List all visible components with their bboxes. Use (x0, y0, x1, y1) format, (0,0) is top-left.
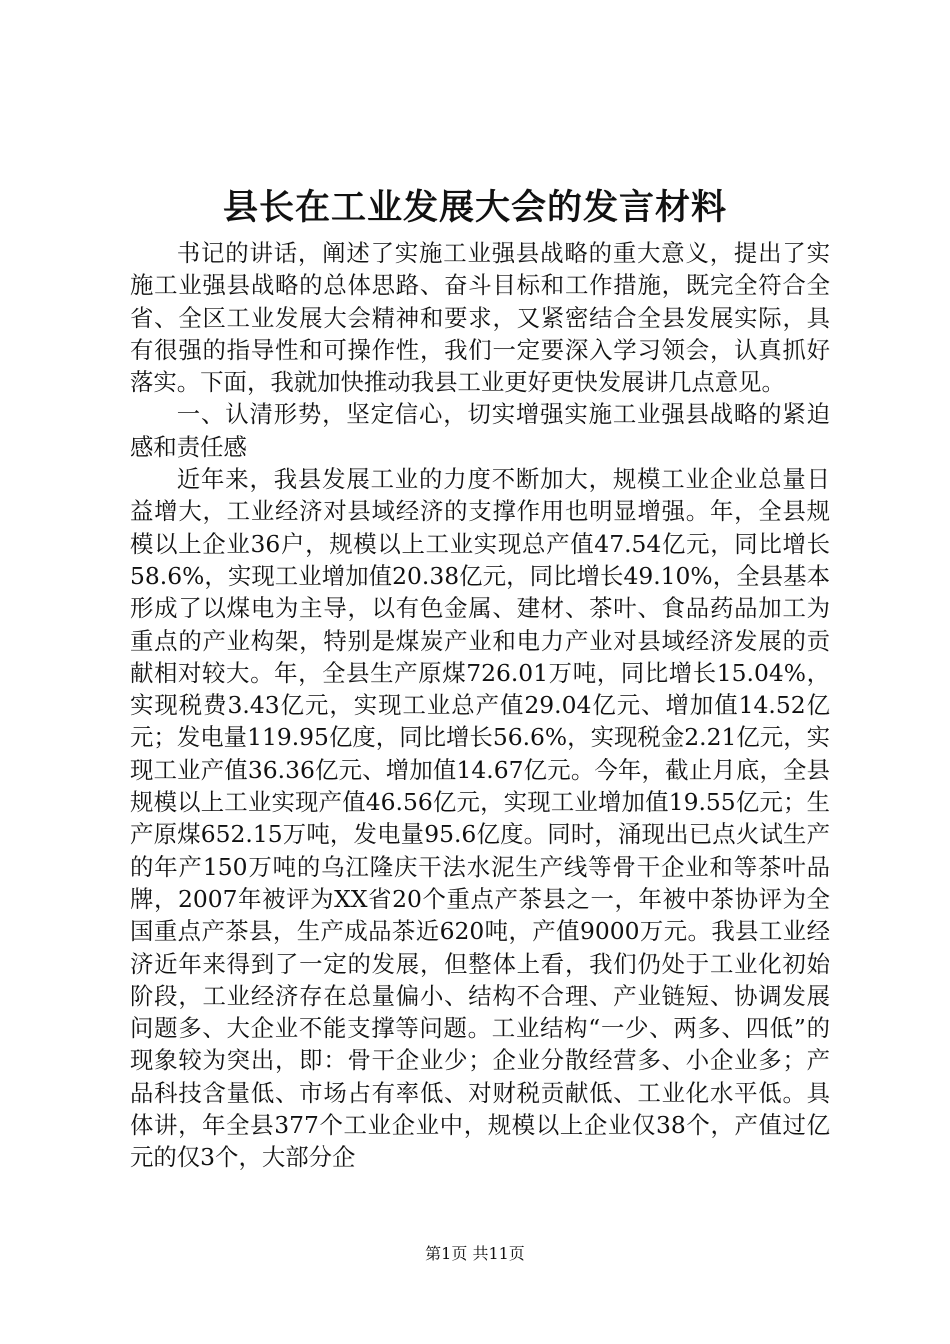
paragraph: 近年来，我县发展工业的力度不断加大，规模工业企业总量日益增大，工业经济对县域经济的支撑作用也明显增强。年，全县规模以上企业36户，规模以上工业实现总产值47.54亿元，同比增长58.6%，实现工业增加值20.38亿元，同比增长49.10%，全县基本形成了以煤电为主导，以有色金属、建材、茶叶、食品药品加工为重点的产业构架，特别是煤炭产业和电力产业对县域经济发展的贡献相对较大。年，全县生产原煤726.01万吨，同比增长15.04%，实现税费3.43亿元，实现工业总产值29.04亿元、增加值14.52亿元；发电量119.95亿度，同比增长56.6%，实现税金2.21亿元，实现工业产值36.36亿元、增加值14.67亿元。今年，截止月底，全县规模以上工业实现产值46.56亿元，实现工业增加值19.55亿元；生产原煤652.15万吨，发电量95.6亿度。同时，涌现出已点火试生产的年产150万吨的乌江隆庆干法水泥生产线等骨干企业和等茶叶品牌，2007年被评为XX省20个重点产茶县之一，年被中茶协评为全国重点产茶县，生产成品茶近620吨，产值9000万元。我县工业经济近年来得到了一定的发展，但整体上看，我们仍处于工业化初始阶段，工业经济存在总量偏小、结构不合理、产业链短、协调发展问题多、大企业不能支撑等问题。工业结构“一少、两多、四低”的现象较为突出，即：骨干企业少；企业分散经营多、小企业多；产品科技含量低、市场占有率低、对财税贡献低、工业化水平低。具体讲，年全县377个工业企业中，规模以上企业仅38个，产值过亿元的仅3个，大部分企 (130, 465, 830, 1172)
section-heading: 一、认清形势，坚定信心，切实增强实施工业强县战略的紧迫感和责任感 (130, 400, 830, 461)
document-body (130, 237, 830, 1174)
document-title: 县长在工业发展大会的发言材料 (222, 187, 727, 228)
page-number: 第1页 共11页 (425, 1244, 525, 1263)
paragraph: 书记的讲话，阐述了实施工业强县战略的重大意义，提出了实施工业强县战略的总体思路、奋斗目标和工作措施，既完全符合全省、全区工业发展大会精神和要求，又紧密结合全县发展实际，具有很强的指导性和可操作性，我们一定要深入学习领会，认真抓好落实。下面，我就加快推动我县工业更好更快发展讲几点意见。 (130, 239, 830, 397)
